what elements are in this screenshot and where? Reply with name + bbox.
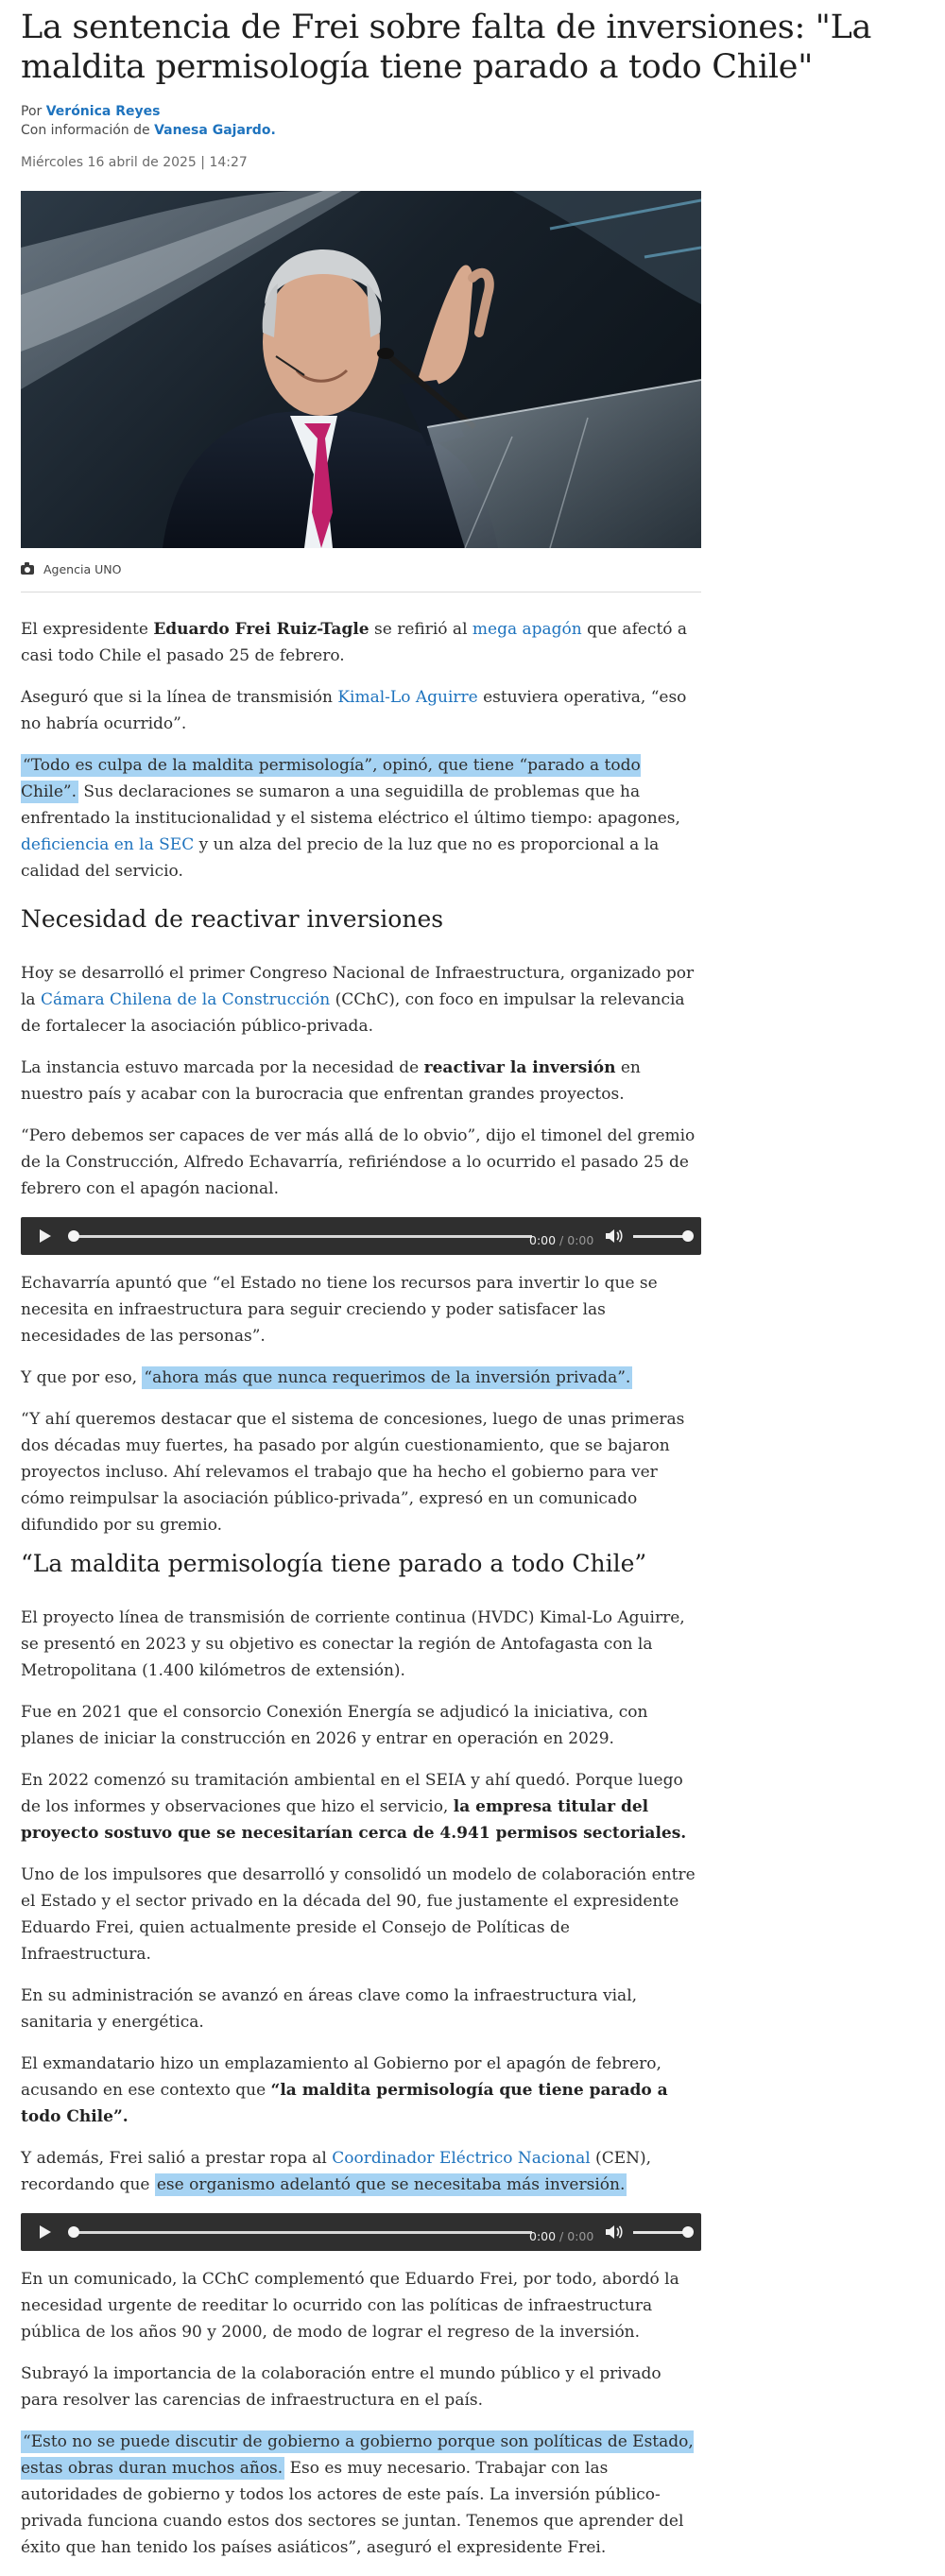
text-run: en nuestro país y acabar con la burocracia que enfrentan grandes proyectos.	[21, 1058, 641, 1104]
volume-knob[interactable]	[682, 2226, 694, 2238]
audio-time	[529, 2224, 593, 2250]
info-prefix: Con información de	[21, 123, 150, 138]
paragraph	[21, 752, 701, 884]
text-run: (CEN), recordando que	[21, 2149, 652, 2194]
article-body	[21, 616, 701, 2576]
paragraph	[21, 2429, 701, 2561]
audio-duration: 0:00	[567, 1233, 594, 1247]
paragraph	[21, 2145, 701, 2198]
paragraph: Subrayó la importancia de la colaboración entre el mundo público y el privado para resolver las carencias de infraestructura en el país.	[21, 2364, 662, 2410]
text-run: estuviera operativa, “eso no habría ocurrido”.	[21, 688, 687, 733]
paragraph: Echavarría apuntó que “el Estado no tiene los recursos para invertir lo que se necesita en infraestructura para seguir creciendo y poder satisfacer las necesidades de las personas”.	[21, 1274, 658, 1346]
play-icon[interactable]	[40, 2225, 51, 2239]
paragraph: “Pero debemos ser capaces de ver más allá de lo obvio”, dijo el timonel del gremio de la Construcción, Alfredo Echavarría, refiriéndose a lo ocurrido el pasado 25 de febrero con el apagón nacional.	[21, 1126, 696, 1198]
audio-progress-bar[interactable]	[74, 1235, 532, 1238]
text-run: que afectó a casi todo Chile el pasado 25 de febrero.	[21, 620, 688, 665]
audio-current-time: 0:00	[529, 2229, 557, 2243]
link-deficiencia-sec[interactable]: deficiencia en la SEC	[21, 835, 195, 854]
section-heading: Necesidad de reactivar inversiones	[21, 905, 444, 933]
volume-slider[interactable]	[633, 1235, 686, 1238]
text-bold: “la maldita permisología que tiene parado a todo Chile”.	[21, 2081, 668, 2126]
author-link[interactable]: Verónica Reyes	[45, 104, 161, 119]
audio-player	[21, 2213, 701, 2251]
photo-credit	[21, 562, 701, 592]
by-prefix: Por	[21, 104, 43, 119]
paragraph: El proyecto línea de transmisión de corriente continua (HVDC) Kimal-Lo Aguirre, se presentó en 2023 y su objetivo es conectar la región de Antofagasta con la Metropolitana (1.400 kilómetros de extensión).	[21, 1608, 685, 1680]
audio-duration: 0:00	[567, 2229, 594, 2243]
text-run: (CChC), con foco en impulsar la relevancia de fortalecer la asociación público-privada.	[21, 990, 685, 1036]
text-run: Aseguró que si la línea de transmisión	[21, 688, 338, 707]
audio-current-time: 0:00	[529, 1233, 557, 1247]
paragraph: En un comunicado, la CChC complementó que Eduardo Frei, por todo, abordó la necesidad urgente de reeditar lo ocurrido con las políticas de infraestructura pública de los años 90 y 2000, de modo de lograr el regreso de la inversión.	[21, 2270, 679, 2342]
text-run: El exmandatario hizo un emplazamiento al Gobierno por el apagón de febrero, acusando en ese contexto que	[21, 2054, 662, 2100]
highlighted-quote: ese organismo adelantó que se necesitaba más inversión.	[156, 2175, 626, 2194]
audio-progress-knob[interactable]	[68, 2226, 79, 2238]
paragraph	[21, 1055, 701, 1108]
link-camara-construccion[interactable]: Cámara Chilena de la Construcción	[40, 990, 331, 1009]
highlighted-quote: “Esto no se puede discutir de gobierno a gobierno porque son políticas de Estado, estas obras duran muchos años.	[21, 2432, 694, 2478]
audio-time-separator: /	[556, 2229, 568, 2243]
paragraph: Fue en 2021 que el consorcio Conexión Energía se adjudicó la iniciativa, con planes de iniciar la construcción en 2026 y entrar en operación en 2029.	[21, 1703, 648, 1748]
text-run: Eso es muy necesario. Trabajar con las autoridades de gobierno y todos los actores de este país. La inversión público-privada funciona cuando estos dos sectores se juntan. Tenemos que aprender del éxito que han tenido los países asiáticos”, aseguró el expresidente Frei.	[21, 2459, 684, 2557]
paragraph	[21, 960, 701, 1039]
audio-time-separator: /	[556, 1233, 568, 1247]
audio-progress-bar[interactable]	[74, 2231, 532, 2234]
highlighted-quote: “ahora más que nunca requerimos de la inversión privada”.	[144, 1368, 631, 1387]
paragraph: En su administración se avanzó en áreas clave como la infraestructura vial, sanitaria y energética.	[21, 1986, 638, 2032]
text-bold: Eduardo Frei Ruiz-Tagle	[153, 620, 369, 639]
text-run: se refirió al	[369, 620, 472, 639]
audio-player	[21, 1217, 701, 1255]
camera-icon	[21, 565, 34, 575]
paragraph	[21, 2051, 701, 2130]
volume-slider[interactable]	[633, 2231, 686, 2234]
volume-icon[interactable]	[605, 1228, 624, 1245]
link-coordinador-electrico[interactable]: Coordinador Eléctrico Nacional	[332, 2149, 591, 2168]
photo-credit-text: Agencia UNO	[43, 562, 122, 576]
paragraph	[21, 684, 701, 737]
text-run: Hoy se desarrolló el primer Congreso Nacional de Infraestructura, organizado por la	[21, 964, 695, 1009]
volume-knob[interactable]	[682, 1230, 694, 1242]
paragraph	[21, 1767, 701, 1846]
volume-icon[interactable]	[605, 2224, 624, 2241]
text-bold: la empresa titular del proyecto sostuvo que se necesitarían cerca de 4.941 permisos sectoriales.	[21, 1797, 687, 1843]
paragraph	[21, 616, 701, 669]
info-author-link[interactable]: Vanesa Gajardo.	[154, 123, 276, 138]
paragraph	[21, 1365, 701, 1391]
publish-date: Miércoles 16 abril de 2025 | 14:27	[21, 155, 248, 170]
text-run: y un alza del precio de la luz que no es proporcional a la calidad del servicio.	[21, 835, 660, 881]
link-mega-apagon[interactable]: mega apagón	[472, 620, 582, 639]
paragraph: Uno de los impulsores que desarrolló y consolidó un modelo de colaboración entre el Estado y el sector privado en la década del 90, fue justamente el expresidente Eduardo Frei, quien actualmente preside el Consejo de Políticas de Infraestructura.	[21, 1865, 696, 1964]
article-headline: La sentencia de Frei sobre falta de inversiones: "La maldita permisología tiene parado a todo Chile"	[21, 9, 872, 86]
highlighted-quote: “Todo es culpa de la maldita permisología”, opinó, que tiene “parado a todo Chile”.	[21, 756, 641, 801]
link-kimal-lo-aguirre[interactable]: Kimal-Lo Aguirre	[337, 688, 478, 707]
text-run: El expresidente	[21, 620, 154, 639]
hero-photo	[21, 191, 701, 548]
text-run: Sus declaraciones se sumaron a una seguidilla de problemas que ha enfrentado la institucionalidad y el sistema eléctrico el último tiempo: apagones,	[21, 782, 680, 828]
audio-progress-knob[interactable]	[68, 1230, 79, 1242]
audio-time	[529, 1228, 593, 1254]
text-run: La instancia estuvo marcada por la necesidad de	[21, 1058, 424, 1077]
text-bold: reactivar la inversión	[423, 1058, 616, 1077]
hero-photo-illustration	[21, 191, 701, 548]
text-run: Y que por eso,	[21, 1368, 143, 1387]
text-run: Y además, Frei salió a prestar ropa al	[21, 2149, 333, 2168]
paragraph: “Y ahí queremos destacar que el sistema de concesiones, luego de unas primeras dos décadas muy fuertes, ha pasado por algún cuestionamiento, que se bajaron proyectos incluso. Ahí relevamos el trabajo que ha hecho el gobierno para ver cómo reimpulsar la asociación público-privada”, expresó en un comunicado difundido por su gremio.	[21, 1410, 685, 1535]
text-run: En 2022 comenzó su tramitación ambiental en el SEIA y ahí quedó. Porque luego de los informes y observaciones que hizo el servicio,	[21, 1771, 683, 1816]
play-icon[interactable]	[40, 1229, 51, 1243]
byline	[21, 102, 682, 140]
section-heading: “La maldita permisología tiene parado a todo Chile”	[21, 1550, 647, 1577]
